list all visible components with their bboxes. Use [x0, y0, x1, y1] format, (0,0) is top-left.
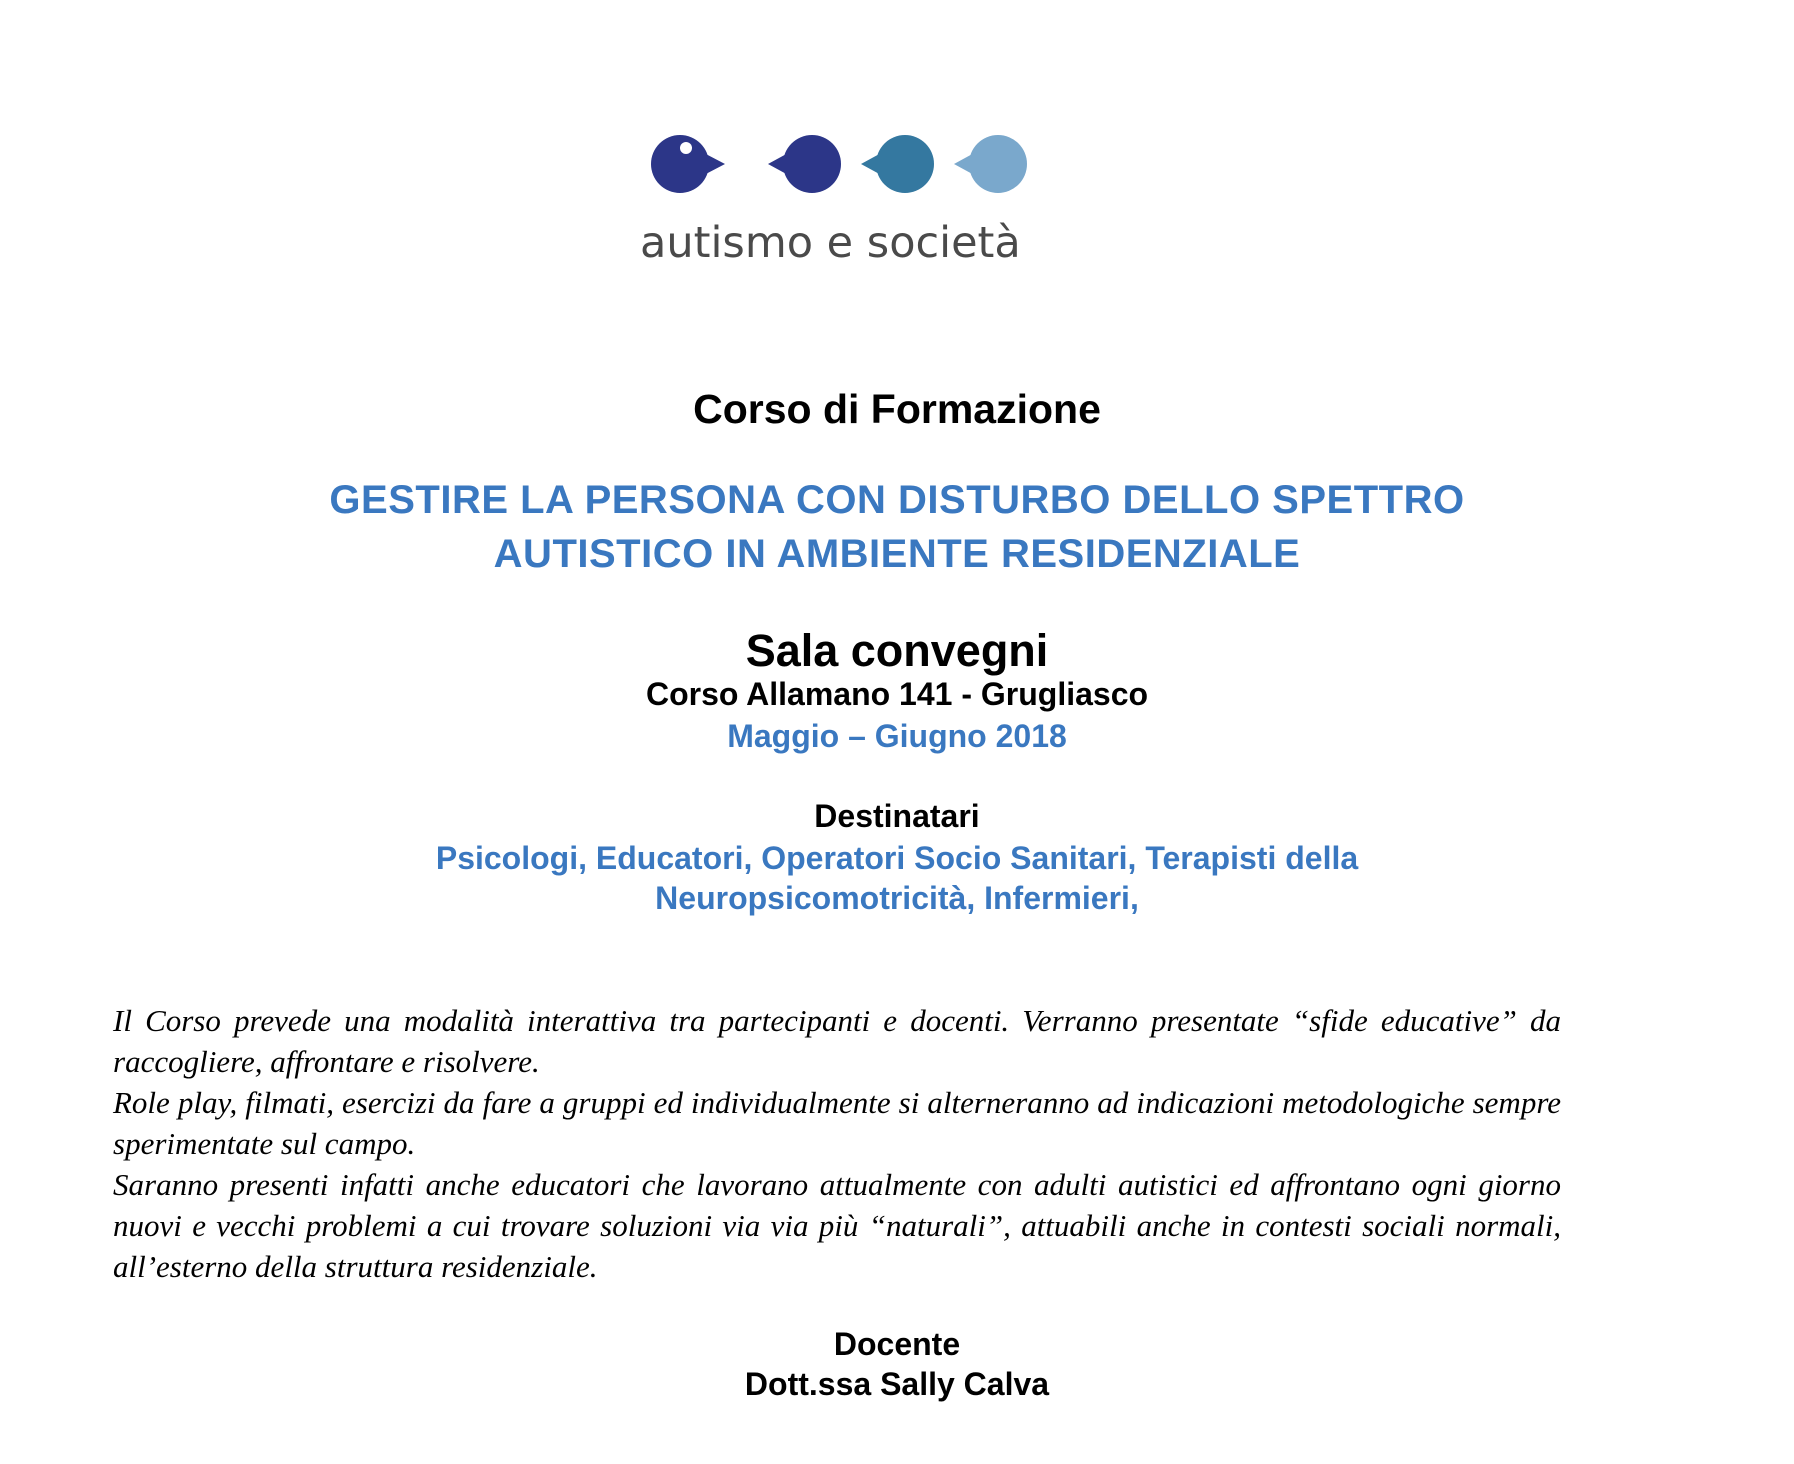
- logo: [640, 128, 1040, 268]
- description-paragraph-2: Role play, filmati, esercizi da fare a gruppi ed individualmente si alterneranno ad indicazioni metodologiche sempre sperimentate sul campo.: [113, 1085, 1561, 1161]
- bird-icon-4: [954, 135, 1027, 193]
- audience-line-1: Psicologi, Educatori, Operatori Socio Sanitari, Terapisti della: [435, 840, 1359, 876]
- audience-line-2: Neuropsicomotricità, Infermieri,: [655, 880, 1139, 916]
- teacher-name: Dott.ssa Sally Calva: [744, 1366, 1050, 1402]
- bird-icon-3: [861, 135, 934, 193]
- venue-address: Corso Allamano 141 - Grugliasco: [645, 676, 1149, 712]
- course-type: Corso di Formazione: [693, 386, 1101, 432]
- venue-name: Sala convegni: [745, 625, 1049, 676]
- bird-icon-1: [651, 135, 725, 193]
- teacher-label: Docente: [833, 1326, 961, 1362]
- logo-text: autismo e società: [640, 218, 1021, 268]
- course-description: [113, 1000, 1561, 1287]
- course-dates: Maggio – Giugno 2018: [727, 718, 1067, 754]
- bird-icons: [640, 128, 1040, 208]
- course-title-line-1: GESTIRE LA PERSONA CON DISTURBO DELLO SPETTRO: [329, 478, 1465, 522]
- description-paragraph-3: Saranno presenti infatti anche educatori che lavorano attualmente con adulti autistici ed affrontano ogni giorno nuovi e vecchi problemi a cui trovare soluzioni via via più “naturali”, attuabili anche in contesti sociali normali, all’esterno della struttura residenziale.: [113, 1167, 1561, 1284]
- bird-icon-2: [768, 135, 841, 193]
- audience-label: Destinatari: [814, 798, 980, 834]
- course-title-line-2: AUTISTICO IN AMBIENTE RESIDENZIALE: [493, 532, 1301, 576]
- description-paragraph-1: Il Corso prevede una modalità interattiva tra partecipanti e docenti. Verranno presentate “sfide educative” da raccogliere, affrontare e risolvere.: [113, 1003, 1561, 1079]
